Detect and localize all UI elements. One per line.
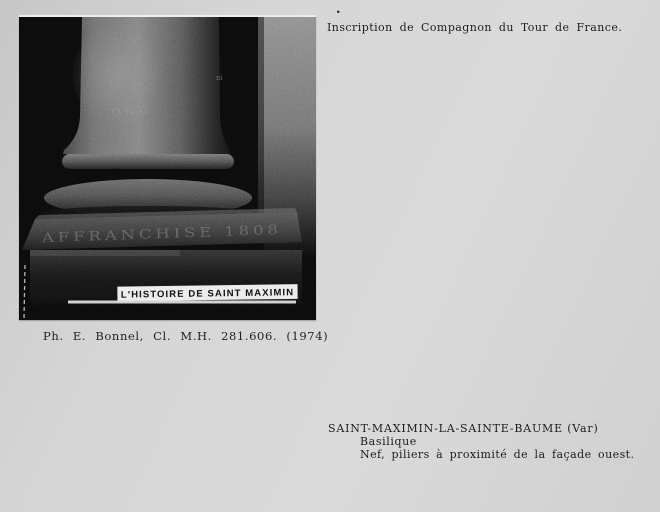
caption-location: SAINT-MAXIMIN-LA-SAINTE-BAUME (Var) (328, 422, 599, 435)
museum-label (113, 284, 302, 302)
shelf-highlight-line (68, 301, 296, 304)
stray-dot-mark: . (336, 2, 341, 17)
small-scratch: ni (216, 74, 223, 82)
photograph (19, 15, 316, 320)
caption-building: Basilique (360, 435, 417, 448)
graffiti-scratch: OND (111, 103, 152, 119)
top-annotation: Inscription de Compagnon du Tour de France. (327, 21, 623, 34)
photographer-credit: Ph. E. Bonnel, Cl. M.H. 281.606. (1974) (43, 329, 329, 343)
photo-canvas (19, 17, 316, 320)
museum-label-text: · L'HISTOIRE DE SAINT MAXIMIN · (112, 287, 303, 301)
column-fillet (62, 154, 234, 169)
caption-detail: Nef, piliers à proximité de la façade ouest. (360, 448, 635, 461)
carved-inscription: AFFRANCHISE 1808 (41, 224, 231, 247)
